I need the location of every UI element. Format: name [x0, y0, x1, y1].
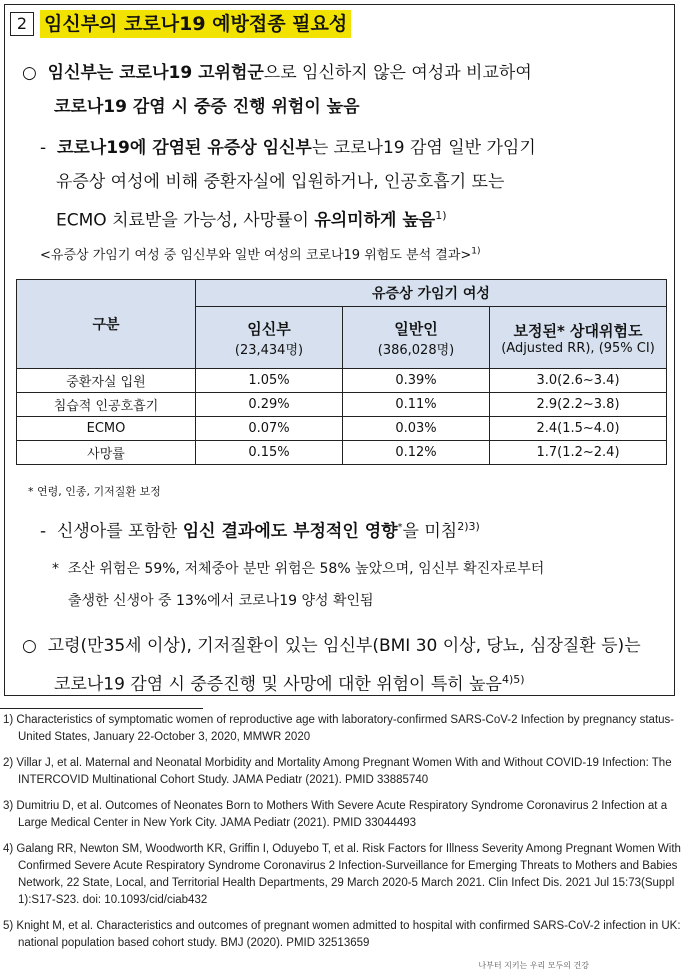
col-adjusted-rr: 보정된* 상대위험도 (Adjusted RR), (95% CI) [490, 307, 667, 369]
col-pregnant: 임신부 (23,434명) [196, 307, 343, 369]
table-col-group: 유증상 가임기 여성 [196, 280, 667, 307]
risk-table [16, 279, 667, 465]
table-row: 중환자실 입원 1.05% 0.39% 3.0(2.6~3.4) [17, 369, 667, 393]
reference-item: 5) Knight M, et al. Characteristics and outcomes of pregnant women admitted to hospital with confirmed SARS-CoV-2 infection in UK: national population based cohort study. BMJ (2020). PMID 32513659 [3, 920, 681, 949]
reference-item: 3) Dumitriu D, et al. Outcomes of Neonates Born to Mothers With Severe Acute Respiratory Syndrome Coronavirus 2 Infection at a Large Medical Center in New York City. JAMA Pediatr (2021). PMID 33044493 [3, 800, 668, 829]
section-title-text: 임신부의 코로나19 예방접종 필요성 [40, 10, 351, 38]
table-row: 사망률 0.15% 0.12% 1.7(1.2~2.4) [17, 441, 667, 465]
col-general: 일반인 (386,028명) [343, 307, 490, 369]
table-note: * 연령, 인종, 기저질환 보정 [28, 485, 161, 498]
organization-logo: 나부터 지키는 우리 모두의 건강 [478, 961, 589, 970]
sub-item-1: - 코로나19에 감염된 유증상 임신부는 코로나19 감염 일반 가임기 [40, 138, 536, 158]
references [3, 712, 681, 961]
table-row-header: 구분 [17, 280, 196, 369]
bullet-2: ○ 고령(만35세 이상), 기저질환이 있는 임신부(BMI 30 이상, 당뇨, 심장질환 등)는 [22, 636, 641, 656]
table-row: ECMO 0.07% 0.03% 2.4(1.5~4.0) [17, 417, 667, 441]
table-row: 침습적 인공호흡기 0.29% 0.11% 2.9(2.2~3.8) [17, 393, 667, 417]
section-title [10, 10, 351, 38]
bullet-1-line-2: 코로나19 감염 시 중증 진행 위험이 높음 [54, 97, 360, 117]
section-number: 2 [10, 12, 34, 36]
sub-item-2: - 신생아를 포함한 임신 결과에도 부정적인 영향*을 미침$^{2)3)}$ [40, 520, 480, 542]
bullet-2-line-2: 코로나19 감염 시 중증진행 및 사망에 대한 위험이 특히 높음$^{4)5)}$ [54, 673, 525, 695]
reference-item: 1) Characteristics of symptomatic women of reproductive age with laboratory-confirmed SARS-CoV-2 Infection by pregnancy status-United States, January 22-October 3, 2020, MMWR 2020 [3, 714, 675, 743]
reference-item: 2) Villar J, et al. Maternal and Neonatal Morbidity and Mortality Among Pregnant Women With and Without COVID-19 Infection: The INTERCOVID Multinational Cohort Study. JAMA Pediatr (2021). PMID 33885740 [3, 757, 672, 786]
footnote-divider [0, 708, 203, 709]
star-note-line-2: 출생한 신생아 중 13%에서 코로나19 양성 확인됨 [68, 593, 374, 609]
table-caption: <유증상 가임기 여성 중 임신부와 일반 여성의 코로나19 위험도 분석 결과>$^{1)}$ [40, 246, 481, 263]
sub-item-1-line-3: ECMO 치료받을 가능성, 사망률이 유의미하게 높음$^{1)}$ [56, 209, 447, 231]
sub-item-1-line-2: 유증상 여성에 비해 중환자실에 입원하거나, 인공호흡기 또는 [56, 172, 505, 192]
bullet-1: ○ 임신부는 코로나19 고위험군으로 임신하지 않은 여성과 비교하여 [22, 63, 532, 83]
star-note-line-1: * 조산 위험은 59%, 저체중아 분만 위험은 58% 높았으며, 임신부 확진자로부터 [52, 561, 545, 577]
reference-item: 4) Galang RR, Newton SM, Woodworth KR, Griffin I, Oduyebo T, et al. Risk Factors for Illness Severity Among Pregnant Women With Confirmed Severe Acute Respiratory Syndrome Coronavirus 2 Infection-Surveillance for Emerging Threats to Mothers and Babies Network, 22 State, Local, and Territorial Health Departments, 29 March 2020-5 March 2021. Clin Infect Dis. 2021 Jul 15:73(Suppl 1):S17-S23. doi: 10.1093/cid/ciab432 [3, 843, 681, 906]
bullet-marker: ○ [22, 63, 37, 83]
